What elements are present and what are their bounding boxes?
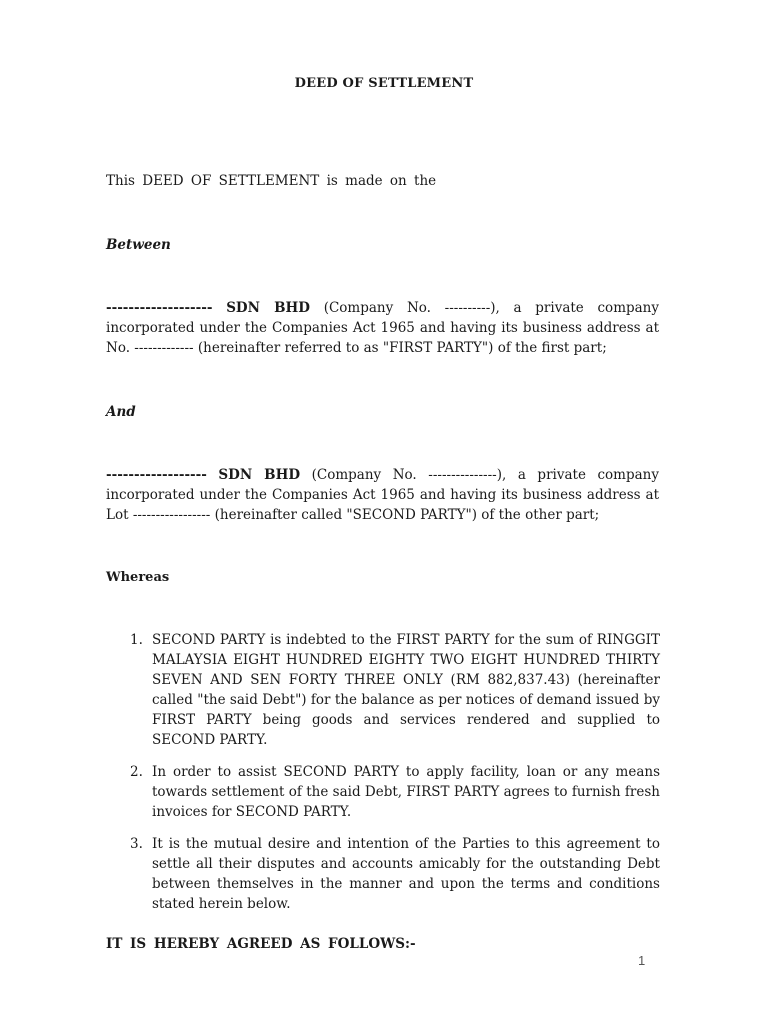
agreed-heading: IT IS HEREBY AGREED AS FOLLOWS:- xyxy=(106,936,416,952)
first-party-company-no: (Company No. ----------), xyxy=(323,300,500,316)
list-item-number: 1. xyxy=(130,632,143,648)
second-party-text-1: a private company incorporated under the Companies Act 1965 and having its business address at Lot xyxy=(106,467,659,523)
second-party-company-no: (Company No. ---------------), xyxy=(311,467,507,483)
list-item-number: 2. xyxy=(130,764,143,780)
second-party-paragraph xyxy=(106,465,659,525)
first-party-text-1: a private company incorporated under the Companies Act 1965 and having its business address at No. xyxy=(106,300,660,356)
document-title: DEED OF SETTLEMENT xyxy=(294,76,474,91)
list-item-text: It is the mutual desire and intention of the Parties to this agreement to settle all their disputes and accounts amicably for the outstanding Debt between themselves in the manner and upon the terms and conditions stated herein below. xyxy=(152,836,660,912)
and-label: And xyxy=(106,404,136,420)
page-number: 1 xyxy=(638,953,646,968)
whereas-label: Whereas xyxy=(106,570,170,585)
intro-suffix: is made on the xyxy=(319,173,437,189)
intro-paragraph xyxy=(106,171,659,191)
second-party-address-dashes: ----------------- xyxy=(132,507,211,523)
first-party-text-2: (hereinafter referred to as "FIRST PARTY") of the first part; xyxy=(193,340,607,356)
list-item xyxy=(106,630,660,750)
list-item-text: SECOND PARTY is indebted to the FIRST PARTY for the sum of RINGGIT MALAYSIA EIGHT HUNDRED EIGHTY TWO EIGHT HUNDRED THIRTY SEVEN AND SEN FORTY THREE ONLY (RM 882,837.43) (hereinafter called "the said Debt") for the balance as per notices of demand issued by FIRST PARTY being goods and services rendered and supplied to SECOND PARTY. xyxy=(152,632,660,748)
intro-term: DEED OF SETTLEMENT xyxy=(142,173,320,189)
first-party-paragraph xyxy=(106,298,659,358)
first-party-address-dashes: ------------- xyxy=(134,340,194,356)
second-party-text-2: (hereinafter called "SECOND PARTY") of the other part; xyxy=(210,507,600,523)
intro-prefix: This xyxy=(106,173,143,189)
recitals-list xyxy=(106,630,660,926)
list-item xyxy=(106,834,660,914)
list-item-text: In order to assist SECOND PARTY to apply facility, loan or any means towards settlement of the said Debt, FIRST PARTY agrees to furnish fresh invoices for SECOND PARTY. xyxy=(152,764,660,820)
between-label: Between xyxy=(106,237,171,253)
list-item-number: 3. xyxy=(130,836,143,852)
first-party-dashes: ------------------- xyxy=(106,300,213,316)
second-party-dashes: ------------------ xyxy=(106,467,207,483)
first-party-name: SDN BHD xyxy=(226,300,310,316)
second-party-name: SDN BHD xyxy=(218,467,301,483)
list-item xyxy=(106,762,660,822)
